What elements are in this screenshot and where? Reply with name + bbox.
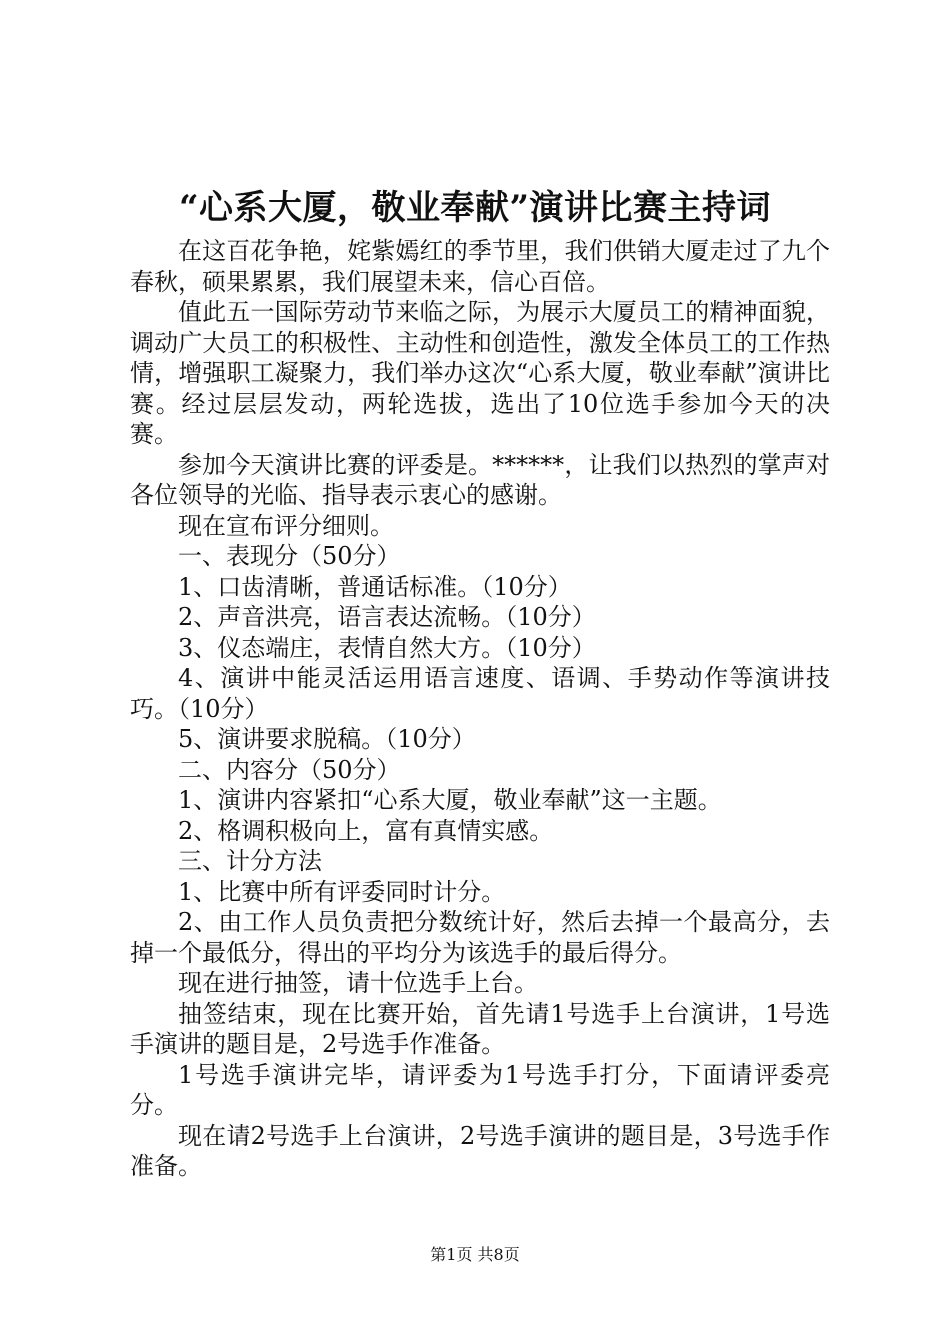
list-item: 1、演讲内容紧扣“心系大厦，敬业奉献”这一主题。 (178, 786, 722, 814)
document-title: “心系大厦，敬业奉献”演讲比赛主持词 (178, 188, 772, 228)
list-item: 1、口齿清晰，普通话标准。（10分） (178, 572, 572, 601)
list-item: 2、格调积极向上，富有真情实感。 (178, 816, 554, 845)
list-item: 1、比赛中所有评委同时计分。 (178, 877, 506, 906)
paragraph: 现在宣布评分细则。 (178, 511, 394, 540)
paragraph: 参加今天演讲比赛的评委是。******，让我们以热烈的掌声对各位领导的光临、指导表示衷心的感谢。 (130, 450, 830, 509)
paragraph: 现在请2号选手上台演讲，2号选手演讲的题目是，3号选手作准备。 (130, 1121, 830, 1180)
section-heading: 三、计分方法 (178, 847, 322, 875)
paragraph: 1号选手演讲完毕，请评委为1号选手打分，下面请评委亮分。 (130, 1060, 830, 1119)
page-number: 第1页 共8页 (430, 1245, 520, 1264)
section-heading: 一、表现分（50分） (178, 542, 401, 570)
paragraph: 抽签结束，现在比赛开始，首先请1号选手上台演讲，1号选手演讲的题目是，2号选手作准备。 (130, 999, 830, 1058)
list-item: 4、演讲中能灵活运用语言速度、语调、手势动作等演讲技巧。（10分） (130, 664, 830, 723)
paragraph: 在这百花争艳，姹紫嫣红的季节里，我们供销大厦走过了九个春秋，硕果累累，我们展望未来，信心百倍。 (130, 237, 830, 296)
section-heading: 二、内容分（50分） (178, 755, 401, 784)
list-item: 5、演讲要求脱稿。（10分） (178, 725, 476, 753)
paragraph: 值此五一国际劳动节来临之际，为展示大厦员工的精神面貌，调动广大员工的积极性、主动性和创造性，激发全体员工的工作热情，增强职工凝聚力，我们举办这次“心系大厦，敬业奉献”演讲比赛。经过层层发动，两轮选拔，选出了10位选手参加今天的决赛。 (130, 298, 830, 448)
document-body (130, 236, 830, 1182)
list-item: 2、由工作人员负责把分数统计好，然后去掉一个最高分，去掉一个最低分，得出的平均分为该选手的最后得分。 (130, 908, 830, 967)
list-item: 3、仪态端庄，表情自然大方。（10分） (178, 633, 596, 662)
list-item: 2、声音洪亮，语言表达流畅。（10分） (178, 603, 596, 631)
paragraph: 现在进行抽签，请十位选手上台。 (178, 969, 538, 997)
